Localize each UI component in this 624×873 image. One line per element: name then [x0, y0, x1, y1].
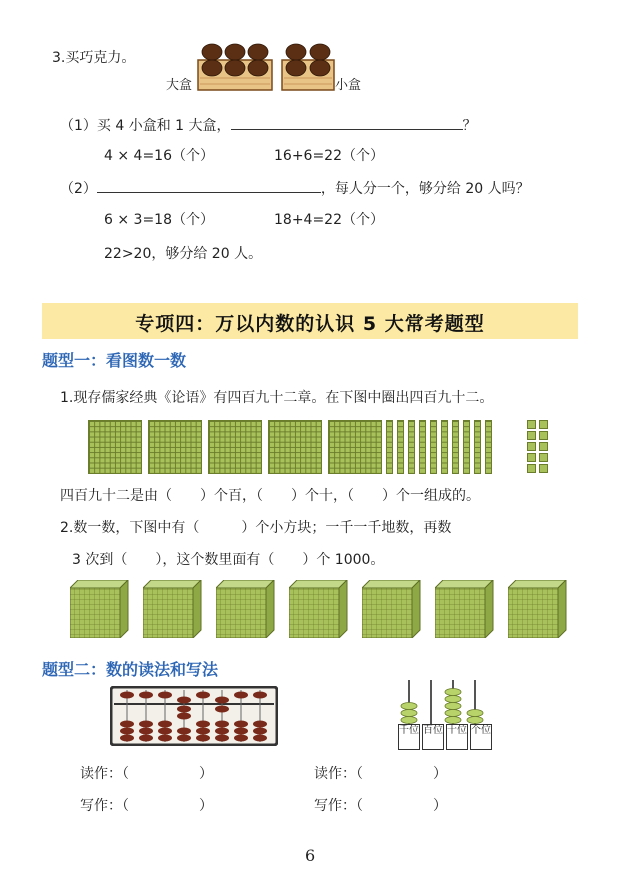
- ten-rod[interactable]: [452, 420, 459, 474]
- section-banner: [42, 303, 578, 339]
- type2-heading: 题型二：数的读法和写法: [42, 660, 219, 679]
- type1-q2-line1: 2.数一数，下图中有（ ）个小方块；一千一千地数，再数: [60, 520, 452, 536]
- unit-cube[interactable]: [527, 464, 536, 473]
- place-labels-row: [398, 724, 492, 750]
- hundred-flat[interactable]: [328, 420, 382, 474]
- ten-rods-group: [386, 420, 492, 474]
- q3-part2-prefix: （2）: [60, 181, 97, 197]
- place-label-tens: 十位: [446, 724, 468, 750]
- thousand-cube: [435, 580, 495, 638]
- hundred-flat[interactable]: [268, 420, 322, 474]
- q3-part2-answer-blank[interactable]: [97, 178, 321, 193]
- thousand-cube: [362, 580, 422, 638]
- q3-part1-calc-a: 4 × 4=16（个）: [104, 148, 214, 164]
- thousand-cube: [289, 580, 349, 638]
- ten-rod[interactable]: [474, 420, 481, 474]
- q3-part2-calc-a: 6 × 3=18（个）: [104, 212, 214, 228]
- place-label-ones: 个位: [470, 724, 492, 750]
- thousand-cube: [70, 580, 130, 638]
- small-box-label: 小盒: [335, 78, 362, 93]
- q3-part2-calc-b: 18+4=22（个）: [274, 212, 384, 228]
- unit-cube[interactable]: [539, 453, 548, 462]
- hundred-flat[interactable]: [148, 420, 202, 474]
- thousand-cube: [143, 580, 203, 638]
- ten-rod[interactable]: [397, 420, 404, 474]
- q3-part1-prefix: （1）买 4 小盒和 1 大盒，: [60, 118, 231, 134]
- unit-cube[interactable]: [527, 442, 536, 451]
- unit-cube[interactable]: [527, 420, 536, 429]
- ten-rod[interactable]: [485, 420, 492, 474]
- unit-cubes-group: [527, 420, 548, 473]
- q3-part2-question: [60, 178, 530, 199]
- ten-rod[interactable]: [408, 420, 415, 474]
- q3-part1-question: [60, 115, 477, 136]
- q3-part1-answer-blank[interactable]: [231, 115, 463, 130]
- ten-rod[interactable]: [430, 420, 437, 474]
- thousand-cube: [216, 580, 276, 638]
- small-chocolate-box-image: [280, 42, 336, 92]
- q3-part1-calc-b: 16+6=22（个）: [274, 148, 384, 164]
- place-value-counter: [398, 676, 491, 750]
- unit-cube[interactable]: [539, 431, 548, 440]
- left-read-field[interactable]: 读作：（ ）: [80, 766, 213, 782]
- q3-part2-suffix: ，每人分一个，够分给 20 人吗？: [320, 181, 530, 197]
- ten-rod[interactable]: [419, 420, 426, 474]
- big-chocolate-box-image: [196, 42, 274, 92]
- place-label-hundreds: 百位: [422, 724, 444, 750]
- big-box-label: 大盒: [166, 78, 193, 93]
- right-write-field[interactable]: 写作：（ ）: [314, 798, 447, 814]
- hundred-flat[interactable]: [88, 420, 142, 474]
- place-label-thousands: 千位: [398, 724, 420, 750]
- page-number: 6: [305, 846, 316, 865]
- hundred-flat[interactable]: [208, 420, 262, 474]
- type1-heading: 题型一：看图数一数: [42, 351, 187, 370]
- ten-rod[interactable]: [386, 420, 393, 474]
- suanpan-abacus-image: [110, 686, 278, 750]
- ten-rod[interactable]: [463, 420, 470, 474]
- q3-part2-conclusion: 22>20，够分给 20 人。: [104, 246, 263, 262]
- unit-cube[interactable]: [539, 442, 548, 451]
- type1-q1-fill: 四百九十二是由（ ）个百，（ ）个十，（ ）个一组成的。: [60, 488, 480, 504]
- thousand-cubes-group: [70, 580, 568, 638]
- type1-q1-text: 1.现存儒家经典《论语》有四百九十二章。在下图中圈出四百九十二。: [60, 390, 494, 406]
- right-read-field[interactable]: 读作：（ ）: [314, 766, 447, 782]
- ten-rod[interactable]: [441, 420, 448, 474]
- q3-title: 3.买巧克力。: [52, 50, 136, 66]
- thousand-cube: [508, 580, 568, 638]
- unit-cube[interactable]: [539, 420, 548, 429]
- unit-cube[interactable]: [539, 464, 548, 473]
- hundred-flats-group: [88, 420, 382, 474]
- section-banner-title: 专项四：万以内数的认识 5 大常考题型: [135, 313, 485, 335]
- left-write-field[interactable]: 写作：（ ）: [80, 798, 213, 814]
- unit-cube[interactable]: [527, 453, 536, 462]
- unit-cube[interactable]: [527, 431, 536, 440]
- type1-q2-line2: 3 次到（ ），这个数里面有（ ）个 1000。: [72, 552, 385, 568]
- q3-part1-suffix: ？: [462, 118, 477, 134]
